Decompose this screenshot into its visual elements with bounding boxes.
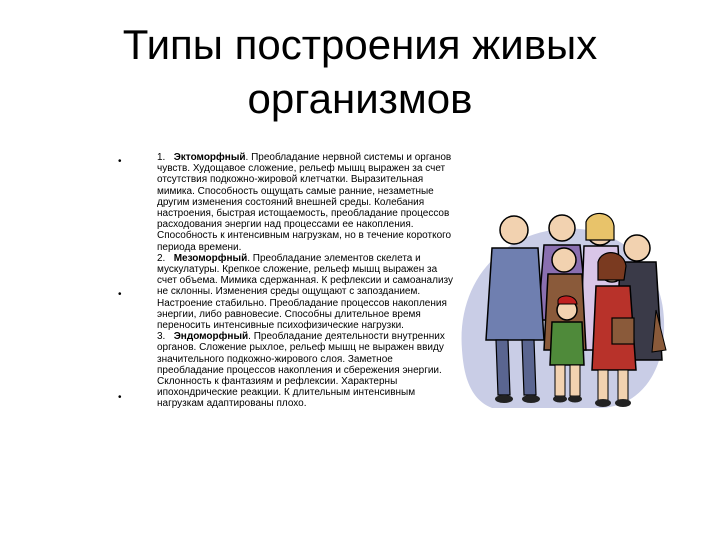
item-term: Мезоморфный [173,252,248,264]
item-term: Эндоморфный [173,331,249,343]
bullet-marker-2: • [118,289,122,300]
item-number: 2. [157,252,166,264]
item-number: 3. [157,331,166,343]
group-of-people-illustration [452,200,672,415]
item-term: Эктоморфный [173,152,246,163]
bullet-marker-1: • [118,156,122,167]
item-text: . Преобладание элементов скелета и мускулатуры. Крепкое сложение, рельеф мышц выражен за счет объема. Мимика сдержанная. К рефлексии и самоанализу не склонны. Изменения среды ощущают с запозданием. Настроение стабильно. Преобладание процессов накопления энергии, либо равновесие. Способны длительное время переносить интенсивные психофизические нагрузки. [157,252,454,332]
bullet-column [118,0,138,540]
bullet-marker-3: • [118,392,122,403]
item-text: . Преобладание нервной системы и органов чувств. Худощавое сложение, рельеф мышц выражен за счет отсутствия подкожно-жировой клетчатки. Выразительная мимика. Способность ощущать самые ранние, незаметные другим изменения состояний внешней среды. Колебания настроения, быстрая истощаемость, преобладание процессов расходования энергии над процессами ее накопления. Способность к интенсивным нагрузкам, но в течение короткого периода времени. [157,152,452,253]
list-item [157,331,457,409]
title-line-2: организмов [247,75,473,122]
list-item [157,152,457,253]
group-of-people-icon [452,200,672,415]
title-line-1: Типы построения живых [122,21,598,68]
item-number: 1. [157,152,166,163]
item-text: . Преобладание деятельности внутренних органов. Сложение рыхлое, рельеф мышц не выражен ввиду значительного подкожно-жирового слоя. Заметное преобладание процессов накопления и сбережения энергии. Склонность к фантазиям и рефлексии. Характерны ипохондрические реакции. К длительным интенсивным нагрузкам адаптированы плохо. [157,331,445,410]
body-text [157,152,457,410]
list-item [157,253,457,331]
